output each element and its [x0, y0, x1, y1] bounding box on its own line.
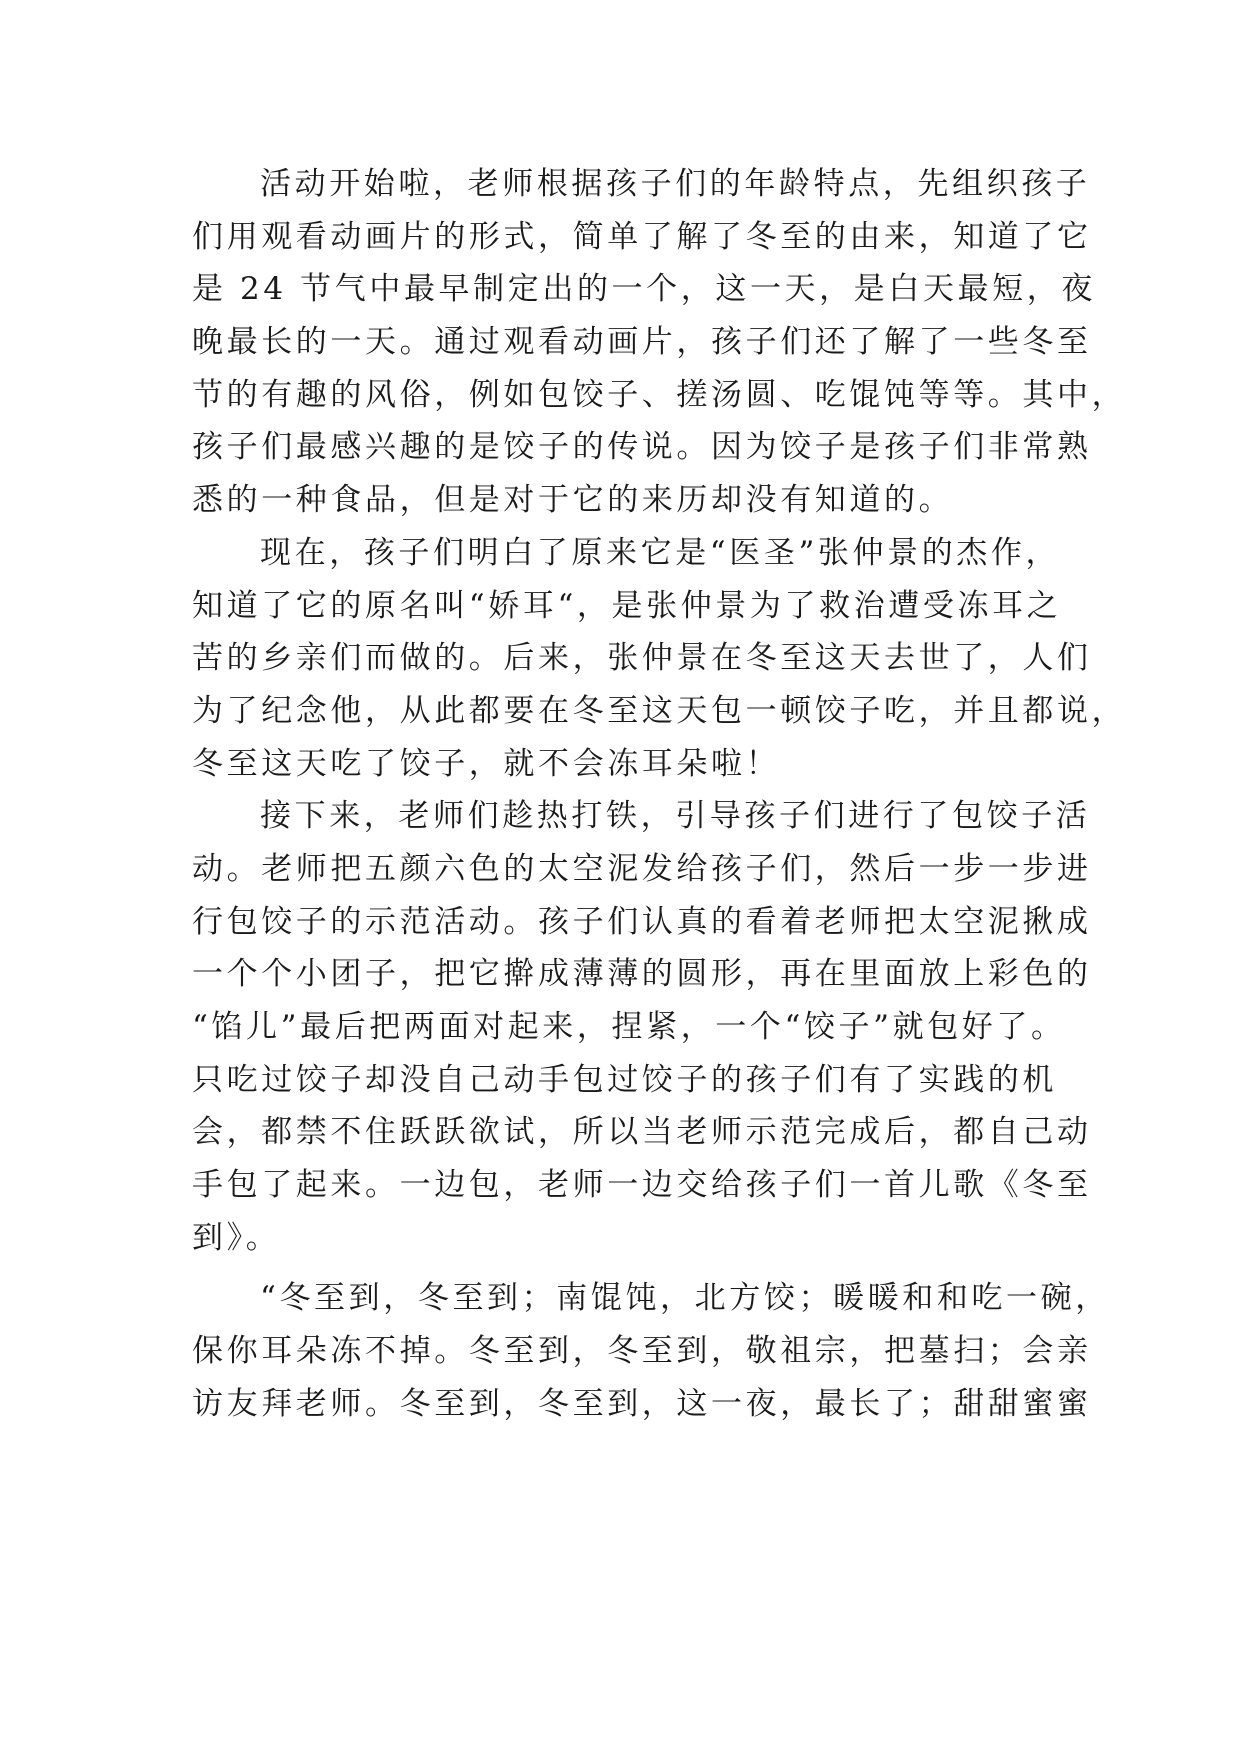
paragraph-4 — [192, 1272, 1110, 1430]
text-line: 动。老师把五颜六色的太空泥发给孩子们，然后一步一步进 — [192, 850, 1092, 887]
paragraph-gap — [192, 1264, 1052, 1272]
text-line: 一个个小团子，把它擀成薄薄的圆形，再在里面放上彩色的 — [192, 956, 1092, 993]
text-line: 为了纪念他，从此都要在冬至这天包一顿饺子吃，并且都说， — [192, 692, 1127, 729]
text-line: 保你耳朵冻不掉。冬至到，冬至到，敬祖宗，把墓扫；会亲 — [192, 1333, 1092, 1370]
text-line: 孩子们最感兴趣的是饺子的传说。因为饺子是孩子们非常熟 — [192, 429, 1092, 466]
text-line: 访友拜老师。冬至到，冬至到，这一夜，最长了；甜甜蜜蜜 — [192, 1385, 1092, 1422]
text-line: 现在，孩子们明白了原来它是“医圣”张仲景的杰作， — [260, 534, 1061, 571]
text-line: 们用观看动画片的形式，简单了解了冬至的由来，知道了它 — [192, 218, 1092, 255]
text-line: 冬至这天吃了饺子，就不会冻耳朵啦！ — [192, 745, 781, 782]
text-line: 知道了它的原名叫“娇耳“，是张仲景为了救治遭受冻耳之 — [192, 587, 1062, 624]
text-line: “馅儿”最后把两面对起来，捏紧，一个“饺子”就包好了。 — [192, 1009, 1066, 1045]
text-line: 悉的一种食品，但是对于它的来历却没有知道的。 — [192, 482, 954, 519]
text-line: 行包饺子的示范活动。孩子们认真的看着老师把太空泥揪成 — [192, 903, 1092, 940]
text-line: 晚最长的一天。通过观看动画片，孩子们还了解了一些冬至 — [192, 324, 1092, 361]
text-line: 节的有趣的风俗，例如包饺子、搓汤圆、吃馄饨等等。其中， — [192, 376, 1127, 413]
paragraph-3 — [192, 790, 1092, 1264]
text-line: 会，都禁不住跃跃欲试，所以当老师示范完成后，都自己动 — [192, 1114, 1092, 1151]
text-line: 苦的乡亲们而做的。后来，张仲景在冬至这天去世了，人们 — [192, 640, 1092, 677]
paragraph-1 — [192, 158, 1127, 527]
document-page — [192, 158, 1127, 1431]
paragraph-2 — [192, 527, 1127, 790]
text-line: “冬至到，冬至到；南馄饨，北方饺；暖暖和和吃一碗， — [260, 1280, 1110, 1317]
text-line: 手包了起来。一边包，老师一边交给孩子们一首儿歌《冬至 — [192, 1167, 1092, 1204]
text-line: 到》。 — [192, 1219, 281, 1256]
text-line: 活动开始啦，老师根据孩子们的年龄特点，先组织孩子 — [260, 166, 1091, 202]
text-line: 是 24 节气中最早制定出的一个，这一天，是白天最短，夜 — [192, 271, 1096, 308]
text-line: 接下来，老师们趁热打铁，引导孩子们进行了包饺子活 — [260, 798, 1091, 835]
text-line: 只吃过饺子却没自己动手包过饺子的孩子们有了实践的机 — [192, 1061, 1057, 1098]
